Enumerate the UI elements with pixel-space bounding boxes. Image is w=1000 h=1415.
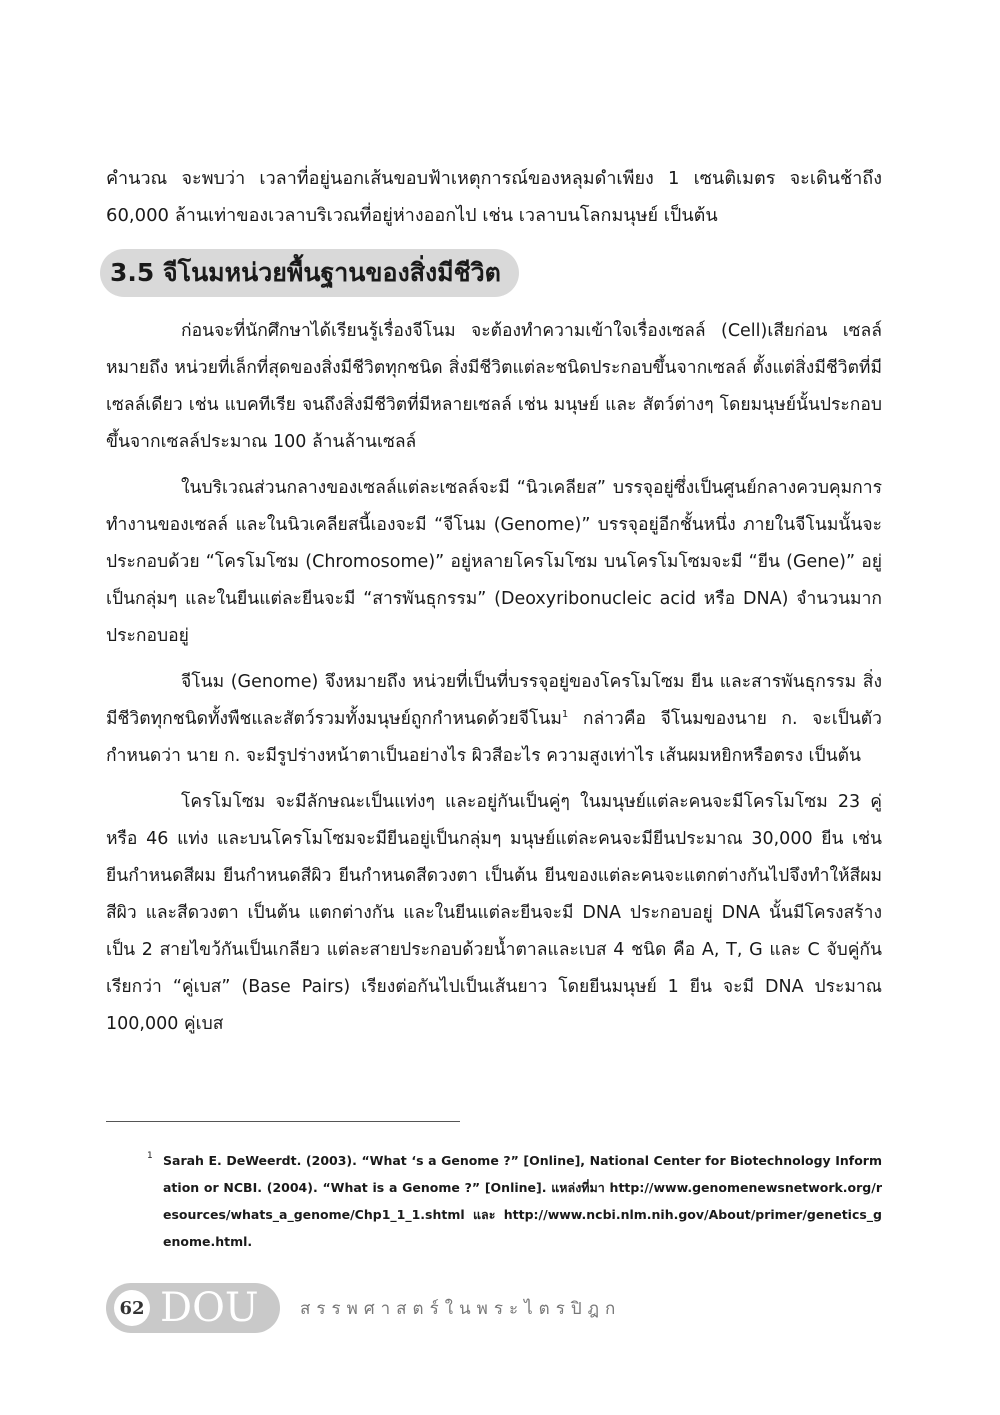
intro-paragraph [106,160,882,234]
footer-badge [106,1283,280,1333]
book-title: สรรพศาสตร์ในพระไตรปิฎก [300,1299,622,1319]
footnote-mark: 1 [147,1151,153,1161]
paragraph-nucleus: ในบริเวณส่วนกลางของเซลล์แต่ละเซลล์จะมี “นิวเคลียส” บรรจุอยู่ซึ่งเป็นศูนย์กลางควบคุมการทำงานของเซลล์ และในนิวเคลียสนี้เองจะมี “จีโนม (Genome)” บรรจุอยู่อีกชั้นหนึ่ง ภายในจีโนมนั้นจะประกอบด้วย “โครโมโซม (Chromosome)” อยู่หลายโครโมโซม บนโครโมโซมจะมี “ยีน (Gene)” อยู่เป็นกลุ่มๆ และในยีนแต่ละยีนจะมี “สารพันธุกรรม” (Deoxyribonucleic acid หรือ DNA) จำนวนมากประกอบอยู่ [106,478,883,646]
paragraph-genome-text: จีโนม (Genome) จึงหมายถึง หน่วยที่เป็นที่บรรจุอยู่ของโครโมโซม ยีน และสารพันธุกรรม สิ่งมีชีวิตทุกชนิดทั้งพืชและสัตว์รวมทั้งมนุษย์ถูกกำหนดด้วยจีโนม [106,672,882,729]
section-heading: 3.5 จีโนมหน่วยพื้นฐานของสิ่งมีชีวิต [100,249,519,297]
paragraph-chromosome: โครโมโซม จะมีลักษณะเป็นแท่งๆ และอยู่กันเป็นคู่ๆ ในมนุษย์แต่ละคนจะมีโครโมโซม 23 คู่ หรือ 46 แท่ง และบนโครโมโซมจะมียีนอยู่เป็นกลุ่มๆ มนุษย์แต่ละคนจะมียีนประมาณ 30,000 ยีน เช่น ยีนกำหนดสีผม ยีนกำหนดสีผิว ยีนกำหนดสีดวงตา เป็นต้น ยีนของแต่ละคนจะแตกต่างกันไปจึงทำให้สีผม สีผิว และสีดวงตา เป็นต้น แตกต่างกัน และในยีนแต่ละยีนจะมี DNA ประกอบอยู่ DNA นั้นมีโครงสร้างเป็น 2 สายไขว้กันเป็นเกลียว แต่ละสายประกอบด้วยน้ำตาลและเบส 4 ชนิด คือ A, T, G และ C จับคู่กัน เรียกว่า “คู่เบส” (Base Pairs) เรียงต่อกันไปเป็นเส้นยาว โดยยีนมนุษย์ 1 ยีน จะมี DNA ประมาณ 100,000 คู่เบส [106,792,882,1034]
paragraph-genome [106,664,882,775]
footnote-divider [106,1121,460,1122]
paragraph-cell: ก่อนจะที่นักศึกษาได้เรียนรู้เรื่องจีโนม จะต้องทำความเข้าใจเรื่องเซลล์ (Cell)เสียก่อน เซลล์ หมายถึง หน่วยที่เล็กที่สุดของสิ่งมีชีวิตทุกชนิด สิ่งมีชีวิตแต่ละชนิดประกอบขึ้นจากเซลล์ ตั้งแต่สิ่งมีชีวิตที่มีเซลล์เดียว เช่น แบคทีเรีย จนถึงสิ่งมีชีวิตที่มีหลายเซลล์ เช่น มนุษย์ และ สัตว์ต่างๆ โดยมนุษย์นั้นประกอบขึ้นจากเซลล์ประมาณ 100 ล้านล้านเซลล์ [106,321,882,452]
page-number: 62 [114,1290,150,1326]
paragraph-genome-rest: กล่าวคือ จีโนมของนาย ก. จะเป็นตัวกำหนดว่า นาย ก. จะมีรูปร่างหน้าตาเป็นอย่างไร ผิวสีอะไร ความสูงเท่าไร เส้นผมหยิกหรือตรง เป็นต้น [106,709,882,766]
dou-logo: DOU [160,1285,259,1331]
footnote [147,1147,882,1255]
intro-text: คำนวณ จะพบว่า เวลาที่อยู่นอกเส้นขอบฟ้าเหตุการณ์ของหลุมดำเพียง 1 เซนติเมตร จะเดินช้าถึง 60,000 ล้านเท่าของเวลาบริเวณที่อยู่ห่างออกไป เช่น เวลาบนโลกมนุษย์ เป็นต้น [106,168,882,226]
footnote-text: Sarah E. DeWeerdt. (2003). “What ‘s a Genome ?” [Online], National Center for Biotechnology Information or NCBI. (2004). “What is a Genome ?” [Online]. แหล่งที่มา http://www.genomenewsnetwork.org/resources/whats_a_genome/Chp1_1_1.shtml และ http://www.ncbi.nlm.nih.gov/About/primer/genetics_genome.html. [163,1153,882,1249]
body-text [106,313,882,1052]
footnote-reference: 1 [561,709,569,721]
